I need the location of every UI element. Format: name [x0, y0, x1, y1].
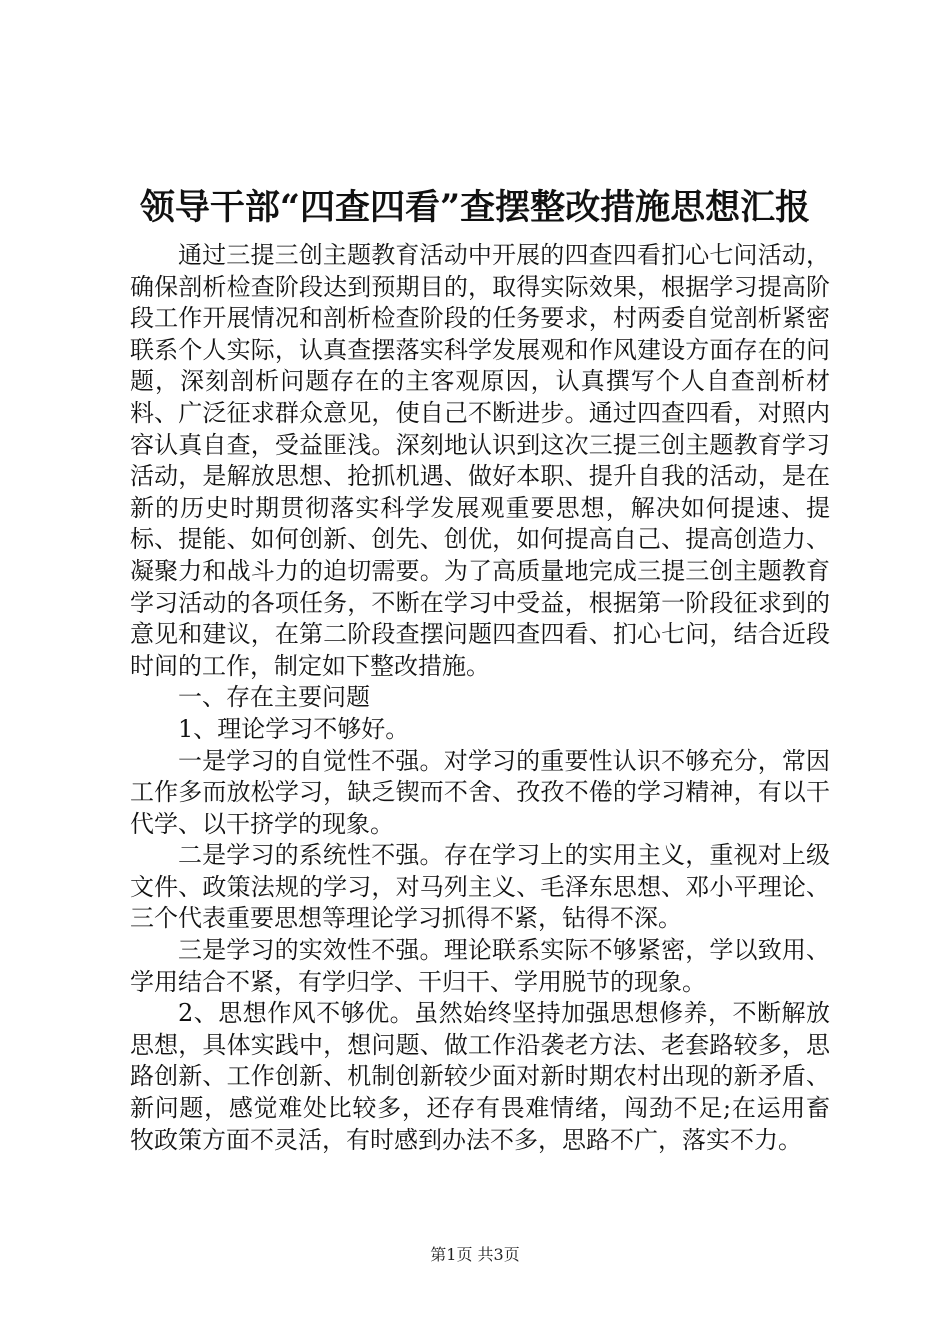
- subheading-theory-study: 1、理论学习不够好。: [178, 714, 410, 743]
- page-number-footer: 第1页 共3页: [430, 1245, 520, 1264]
- document-title: 领导干部“四查四看”查摆整改措施思想汇报: [139, 187, 811, 228]
- section-heading-problems: 一、存在主要问题: [178, 683, 370, 712]
- paragraph-point-two: 二是学习的系统性不强。存在学习上的实用主义，重视对上级文件、政策法规的学习，对马列主义、毛泽东思想、邓小平理论、三个代表重要思想等理论学习抓得不紧，钻得不深。: [130, 841, 830, 933]
- paragraph-intro: 通过三提三创主题教育活动中开展的四查四看扪心七问活动，确保剖析检查阶段达到预期目的，取得实际效果，根据学习提高阶段工作开展情况和剖析检查阶段的任务要求，村两委自觉剖析紧密联系个人实际，认真查摆落实科学发展观和作风建设方面存在的问题，深刻剖析问题存在的主客观原因，认真撰写个人自查剖析材料、广泛征求群众意见，使自己不断进步。通过四查四看，对照内容认真自查，受益匪浅。深刻地认识到这次三提三创主题教育学习活动，是解放思想、抢抓机遇、做好本职、提升自我的活动，是在新的历史时期贯彻落实科学发展观重要思想，解决如何提速、提标、提能、如何创新、创先、创优，如何提高自己、提高创造力、凝聚力和战斗力的迫切需要。为了高质量地完成三提三创主题教育学习活动的各项任务，不断在学习中受益，根据第一阶段征求到的意见和建议，在第二阶段查摆问题四查四看、扪心七问，结合近段时间的工作，制定如下整改措施。: [130, 241, 830, 680]
- document-body: [130, 240, 830, 1156]
- paragraph-point-one: 一是学习的自觉性不强。对学习的重要性认识不够充分，常因工作多而放松学习，缺乏锲而不舍、孜孜不倦的学习精神，有以干代学、以干挤学的现象。: [130, 746, 830, 838]
- paragraph-thought-style: 2、思想作风不够优。虽然始终坚持加强思想修养，不断解放思想，具体实践中，想问题、做工作沿袭老方法、老套路较多，思路创新、工作创新、机制创新较少面对新时期农村出现的新矛盾、新问题，感觉难处比较多，还存有畏难情绪，闯劲不足;在运用畜牧政策方面不灵活，有时感到办法不多，思路不广，落实不力。: [130, 999, 830, 1154]
- paragraph-point-three: 三是学习的实效性不强。理论联系实际不够紧密，学以致用、学用结合不紧，有学归学、干归干、学用脱节的现象。: [130, 936, 830, 996]
